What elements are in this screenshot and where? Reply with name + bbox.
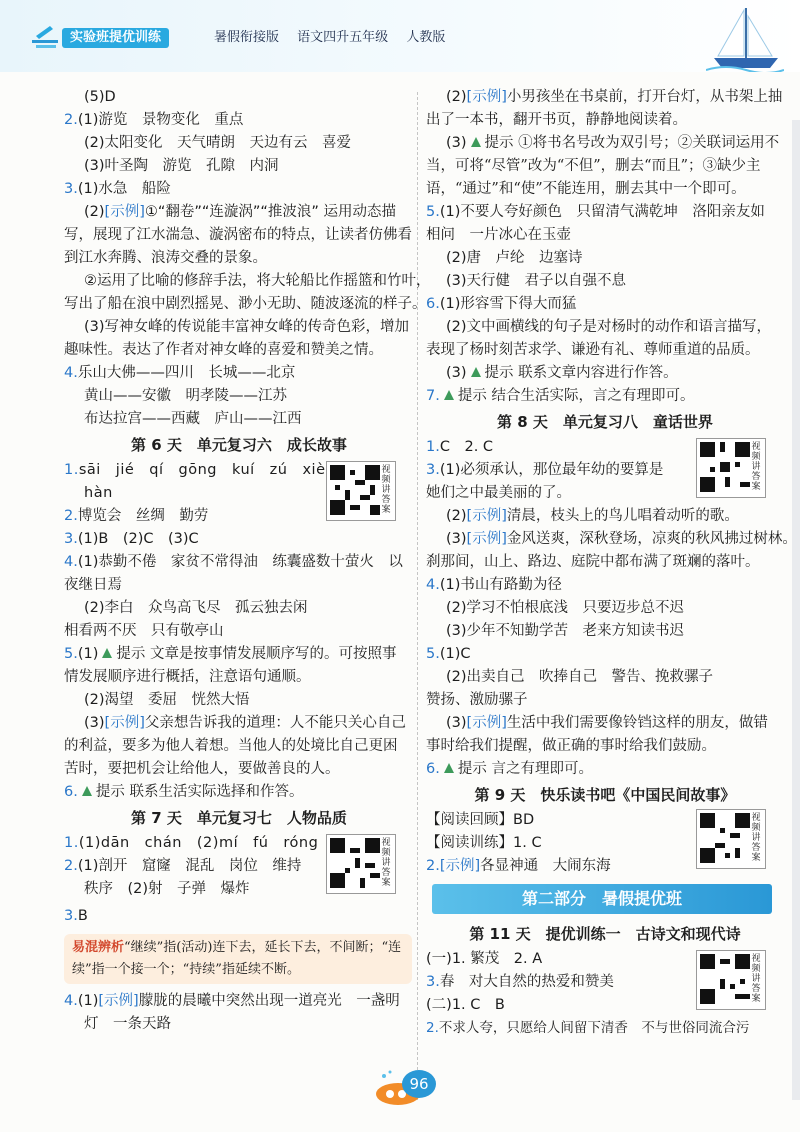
publisher-tag: 人教版: [406, 30, 446, 45]
answer-line: 当，可将“尽管”改为“不但”，删去“而且”；③缺少主: [426, 158, 761, 174]
answer-line: 2.[示例]各显神通 大闹东海: [426, 858, 611, 874]
answer-line: 她们之中最美丽的了。: [426, 485, 571, 501]
question-number: 4.: [64, 365, 78, 381]
answer-line: 3.(1)B (2)C (3)C: [64, 531, 199, 547]
question-number: 2.: [426, 858, 440, 874]
sailboat-icon: [706, 6, 784, 72]
answer-line: (3) 提示 联系文章内容进行作答。: [446, 365, 678, 381]
question-number: 5.: [64, 646, 78, 662]
question-number: 5.: [426, 204, 440, 220]
question-number: 3.: [64, 181, 78, 197]
qr-code[interactable]: [696, 809, 766, 869]
hint-icon: [469, 365, 483, 379]
answer-line: 表现了杨时刻苦求学、谦逊有礼、尊师重道的品质。: [426, 342, 760, 358]
answer-line: 到江水奔腾、浪涛交叠的景象。: [64, 250, 267, 266]
question-number: 6.: [426, 296, 440, 312]
qr-code[interactable]: [696, 950, 766, 1010]
answer-line: (2)[示例]①“翻卷”“连漩涡”“推波浪” 运用动态描: [84, 204, 397, 220]
question-number: 1.: [64, 462, 79, 478]
question-number: 3.: [426, 974, 440, 990]
answer-line: 的利益，要多为他人着想。当他人的处境比自己更困: [64, 738, 398, 754]
answer-line: 【阅读训练】1. C: [426, 835, 542, 851]
answer-line: 6.(1)形容雪下得大而猛: [426, 296, 577, 312]
example-tag: [示例]: [98, 993, 139, 1009]
day8-block: [426, 436, 784, 505]
hint-icon: [100, 646, 114, 660]
grade-tag: 语文四升五年级: [297, 30, 389, 45]
question-number: 5.: [426, 646, 440, 662]
qr-code-icon: [330, 838, 380, 888]
answer-line: (3)[示例]金风送爽，深秋登场，凉爽的秋风拂过树林。: [446, 531, 797, 547]
answer-line: 5.(1)C: [426, 646, 471, 662]
day11-block: [426, 948, 784, 1040]
right-column: [426, 86, 797, 1040]
answer-line: 秩序 (2)射 子弹 爆炸: [84, 881, 250, 897]
question-number: 1.: [426, 439, 440, 455]
answer-line: 赞扬、激励骡子: [426, 692, 528, 708]
header-tags: [214, 28, 459, 48]
answer-line: 【阅读回顾】BD: [426, 812, 535, 828]
answer-line: (2)太阳变化 天气晴朗 天边有云 喜爱: [84, 135, 352, 151]
answer-line: (2)[示例]清晨，枝头上的鸟儿唱着动听的歌。: [446, 508, 739, 524]
answer-line: 事时给我们提醒，做正确的事时给我们鼓励。: [426, 738, 716, 754]
answer-line: 灯 一条天路: [84, 1016, 171, 1032]
question-number: 4.: [64, 554, 78, 570]
answer-line: 苦时，要把机会让给他人，要做善良的人。: [64, 761, 340, 777]
example-tag: [示例]: [466, 508, 507, 524]
answer-line: 趣味性。表达了作者对神女峰的喜爱和赞美之情。: [64, 342, 383, 358]
answer-line: (2)文中画横线的句子是对杨时的动作和语言描写，: [446, 319, 772, 335]
answer-line: 2.不求人夸，只愿给人间留下清香 不与世俗同流合污: [426, 1020, 750, 1036]
question-number: 6.: [426, 761, 440, 777]
answer-line: 夜继日焉: [64, 577, 122, 593]
answer-line: 4.乐山大佛——四川 长城——北京: [64, 365, 296, 381]
answer-line: hàn: [84, 485, 113, 501]
answer-line: 黄山——安徽 明孝陵——江苏: [84, 388, 287, 404]
answer-line: 2.博览会 丝绸 勤劳: [64, 508, 209, 524]
question-number: 1.: [64, 835, 79, 851]
edition-tag: 暑假衔接版: [214, 30, 280, 45]
hint-icon: [469, 135, 483, 149]
qr-code-icon: [330, 465, 380, 515]
note-text: “继续”指(活动)连下去，延长下去，不间断；“连续”指一个接一个；“持续”指延续不断。: [72, 940, 402, 977]
answer-line: (3)天行健 君子以自强不息: [446, 273, 627, 289]
hint-icon: [442, 388, 456, 402]
answer-line: 4.(1)书山有路勤为径: [426, 577, 562, 593]
answer-line: 2.(1)剖开 窟窿 混乱 岗位 维持: [64, 858, 302, 874]
qr-code-icon: [700, 954, 750, 1004]
answer-line: 语，“通过”和“使”不能连用，删去其中一个即可。: [426, 181, 746, 197]
answer-line: (3)写神女峰的传说能丰富神女峰的传奇色彩，增加: [84, 319, 410, 335]
qr-label: 视频讲答案: [751, 813, 761, 863]
answer-line: 3.B: [64, 908, 88, 924]
answer-line: (5)D: [84, 89, 116, 105]
answer-line: 6. 提示 言之有理即可。: [426, 761, 593, 777]
example-tag: [示例]: [104, 715, 145, 731]
qr-code[interactable]: [326, 461, 396, 521]
answer-line: 情发展顺序进行概括，注意语句通顺。: [64, 669, 311, 685]
question-number: 3.: [426, 462, 440, 478]
answer-line: 写，展现了江水湍急、漩涡密布的特点，让读者仿佛看: [64, 227, 412, 243]
qr-code-icon: [700, 442, 750, 492]
page-number: 96: [402, 1070, 436, 1098]
answer-line: 1.C 2. C: [426, 439, 494, 455]
answer-line: (2)李白 众鸟高飞尽 孤云独去闲: [84, 600, 308, 616]
answer-line: 5.(1)不要人夸好颜色 只留清气满乾坤 洛阳亲友如: [426, 204, 765, 220]
question-number: 4.: [64, 993, 78, 1009]
hint-icon: [442, 761, 456, 775]
answer-line: (2)出卖自己 吹捧自己 警告、挽救骡子: [446, 669, 714, 685]
answer-line: 4.(1)[示例]朦胧的晨曦中突然出现一道亮光 一盏明: [64, 993, 400, 1009]
day7-block: [64, 832, 414, 901]
question-number: 3.: [64, 908, 78, 924]
qr-label: 视频讲答案: [381, 838, 391, 888]
series-logo: 实验班提优训练: [62, 28, 169, 48]
question-number: 6.: [64, 784, 78, 800]
answer-line: 写出了船在浪中剧烈摇晃、渺小无助、随波逐流的样子。: [64, 296, 427, 312]
answer-line: (3)[示例]父亲想告诉我的道理：人不能只关心自己: [84, 715, 406, 731]
day9-block: [426, 809, 784, 878]
answer-line: 6. 提示 联系生活实际选择和作答。: [64, 784, 304, 800]
answer-line: (3)少年不知勤学苦 老来方知读书迟: [446, 623, 685, 639]
answer-line: (2)[示例]小男孩坐在书桌前，打开台灯，从书架上抽: [446, 89, 783, 105]
answer-line: (2)学习不怕根底浅 只要迈步总不迟: [446, 600, 685, 616]
note-label: 易混辨析: [72, 940, 125, 955]
answer-line: 5.(1) 提示 文章是按事情发展顺序写的。可按照事: [64, 646, 397, 662]
answer-line: 1.(1)dān chán (2)mí fú róng: [64, 835, 319, 851]
qr-code[interactable]: [696, 438, 766, 498]
left-column: [64, 86, 431, 1036]
section-title-day11: 第 11 天 提优训练一 古诗文和现代诗: [469, 925, 741, 943]
answer-line: (二)1. C B: [426, 997, 505, 1013]
answer-line: 出了一本书，翻开书页，静静地阅读着。: [426, 112, 687, 128]
question-number: 2.: [64, 508, 78, 524]
answer-line: 1.sāi jié qí gōng kuí zú xiè: [64, 462, 326, 478]
question-number: 7.: [426, 388, 440, 404]
section-title-day6: 第 6 天 单元复习六 成长故事: [131, 436, 347, 454]
answer-line: (3) 提示 ①将书名号改为双引号；②关联词运用不: [446, 135, 780, 151]
section-title-day9: 第 9 天 快乐读书吧《中国民间故事》: [474, 786, 736, 804]
answer-line: (2)渴望 委屈 恍然大悟: [84, 692, 250, 708]
part-two-banner: 第二部分 暑假提优班: [432, 884, 772, 914]
question-number: 2.: [426, 1020, 439, 1036]
question-number: 4.: [426, 577, 440, 593]
example-tag: [示例]: [104, 204, 145, 220]
day6-block: [64, 459, 414, 528]
qr-label: 视频讲答案: [381, 465, 391, 515]
answer-line: 相看两不厌 只有敬亭山: [64, 623, 224, 639]
confusable-note: [64, 934, 412, 984]
example-tag: [示例]: [466, 531, 507, 547]
answer-line: (一)1. 繁茂 2. A: [426, 951, 543, 967]
answer-line: (2)唐 卢纶 边塞诗: [446, 250, 583, 266]
answer-line: ②运用了比喻的修辞手法，将大轮船比作摇篮和竹叶，: [84, 273, 431, 289]
question-number: 2.: [64, 112, 78, 128]
section-title-day8: 第 8 天 单元复习八 童话世界: [497, 413, 713, 431]
answer-line: 刹那间，山上、路边、庭院中都布满了斑斓的落叶。: [426, 554, 760, 570]
answer-line: 布达拉宫——西藏 庐山——江西: [84, 411, 302, 427]
answer-line: (3)叶圣陶 游览 孔隙 内洞: [84, 158, 279, 174]
hint-icon: [80, 784, 94, 798]
page-edge: [792, 120, 800, 1100]
section-title-day7: 第 7 天 单元复习七 人物品质: [131, 809, 347, 827]
answer-line: 相问 一片冰心在玉壶: [426, 227, 571, 243]
qr-label: 视频讲答案: [751, 954, 761, 1004]
example-tag: [示例]: [466, 715, 507, 731]
answer-line: 3.(1)必须承认，那位最年幼的要算是: [426, 462, 664, 478]
qr-code[interactable]: [326, 834, 396, 894]
answer-line: 7. 提示 结合生活实际，言之有理即可。: [426, 388, 695, 404]
answer-line: 2.(1)游览 景物变化 重点: [64, 112, 244, 128]
example-tag: [示例]: [439, 858, 481, 874]
qr-code-icon: [700, 813, 750, 863]
answer-line: 3.(1)水急 船险: [64, 181, 171, 197]
pen-icon: [30, 22, 60, 50]
answer-line: (3)[示例]生活中我们需要像铃铛这样的朋友，做错: [446, 715, 768, 731]
page-header: [0, 0, 800, 72]
answer-line: 4.(1)恭勤不倦 家贫不常得油 练囊盛数十萤火 以: [64, 554, 403, 570]
answer-line: 3.春 对大自然的热爱和赞美: [426, 974, 614, 990]
qr-label: 视频讲答案: [751, 442, 761, 492]
example-tag: [示例]: [466, 89, 507, 105]
column-divider: [417, 92, 418, 1100]
question-number: 3.: [64, 531, 78, 547]
question-number: 2.: [64, 858, 78, 874]
